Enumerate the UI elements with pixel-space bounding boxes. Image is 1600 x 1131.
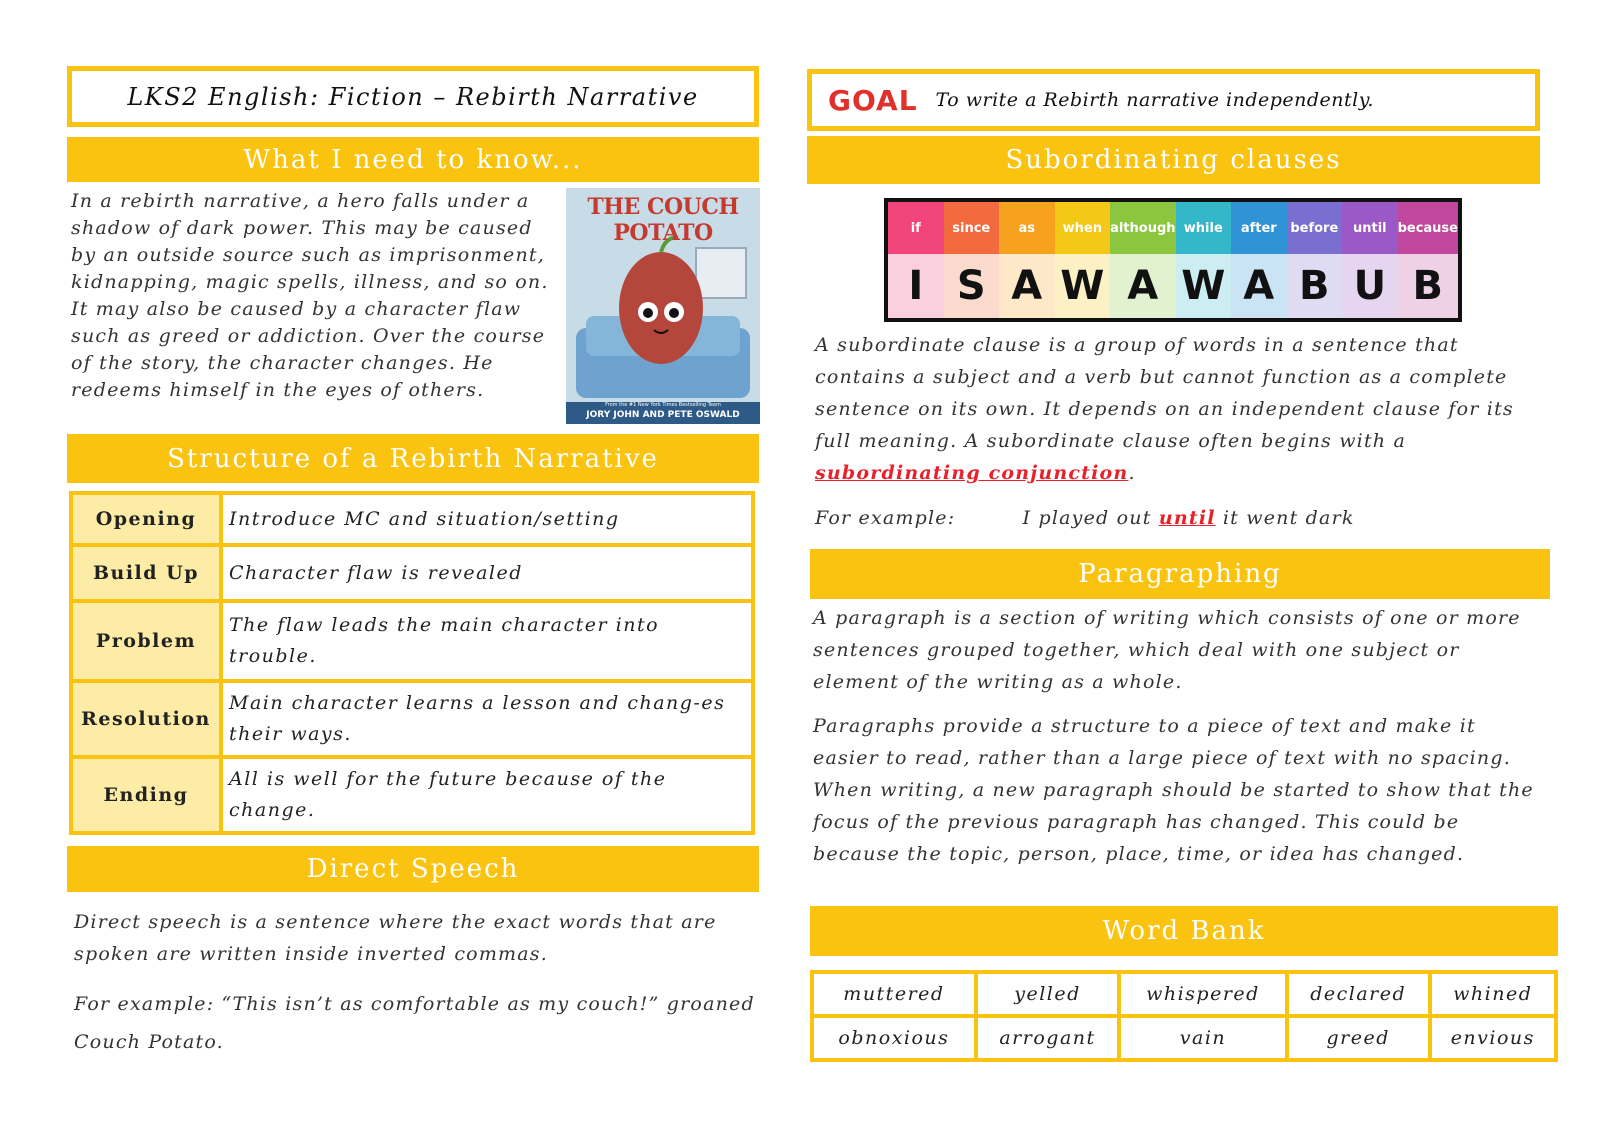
conjunction-letter: A bbox=[999, 254, 1055, 318]
conjunction-word: as bbox=[999, 202, 1055, 254]
conjunction-cell bbox=[888, 202, 944, 318]
speech-paragraph: Direct speech is a sentence where the exact words that are spoken are written inside inverted commas. bbox=[74, 911, 717, 965]
conjunction-cell bbox=[1398, 202, 1458, 318]
conjunction-letter: U bbox=[1342, 254, 1398, 318]
book-authors: JORY JOHN AND PETE OSWALD bbox=[586, 410, 740, 420]
subordinating-example-link: until bbox=[1158, 507, 1216, 529]
table-row bbox=[812, 972, 1556, 1016]
table-row bbox=[71, 757, 753, 833]
word-cell: muttered bbox=[812, 972, 976, 1016]
speech-example-quote: “This isn’t as comfortable as my couch!” bbox=[221, 993, 660, 1015]
structure-text: Character flaw is revealed bbox=[221, 545, 753, 601]
structure-text: Introduce MC and situation/setting bbox=[221, 493, 753, 545]
conjunction-letter: W bbox=[1176, 254, 1232, 318]
subordinating-example-post: it went dark bbox=[1222, 507, 1355, 529]
subordinating-text bbox=[815, 329, 1535, 489]
structure-text: The flaw leads the main character into trouble. bbox=[221, 601, 753, 681]
book-cover-image bbox=[566, 188, 760, 424]
table-row bbox=[71, 545, 753, 601]
subordinating-text-body: A subordinate clause is a group of words in a sentence that contains a subject and a verb but cannot function as a complete sentence on its own. It depends on an independent clause for its full meaning. A subordinate clause often begins with a bbox=[815, 334, 1514, 452]
word-cell: vain bbox=[1119, 1016, 1287, 1060]
structure-label: Problem bbox=[71, 601, 221, 681]
table-row bbox=[812, 1016, 1556, 1060]
speech-example-prefix: For example: bbox=[74, 993, 215, 1015]
word-cell: obnoxious bbox=[812, 1016, 976, 1060]
paragraphing-heading-label: Paragraphing bbox=[1078, 559, 1282, 589]
structure-label: Resolution bbox=[71, 681, 221, 757]
conjunction-word: while bbox=[1176, 202, 1232, 254]
goal-box bbox=[807, 69, 1540, 131]
wordbank-table bbox=[810, 970, 1558, 1062]
conjunction-cell bbox=[999, 202, 1055, 318]
conjunction-letter: A bbox=[1231, 254, 1287, 318]
speech-heading-label: Direct Speech bbox=[306, 854, 520, 884]
subordinating-example bbox=[815, 505, 1535, 532]
know-heading-label: What I need to know... bbox=[243, 144, 583, 175]
subordinating-paragraph: A subordinate clause is a group of words in a sentence that contains a subject and a verb but cannot function as a complete sentence on its own. It depends on an independent clause for its full meaning. A subordinate clause often begins with a subordinating conjunction. bbox=[815, 334, 1514, 484]
know-text bbox=[71, 188, 557, 433]
conjunction-word: before bbox=[1287, 202, 1343, 254]
paragraphing-paragraph-2: Paragraphs provide a structure to a piece of text and make it easier to read, rather than a large piece of text with no spacing. When writing, a new paragraph should be started to show that the focus of the previous paragraph has changed. This could be because the topic, person, place, time, or idea has changed. bbox=[813, 715, 1534, 865]
goal-text: To write a Rebirth narrative independently. bbox=[935, 89, 1374, 111]
speech-example bbox=[74, 985, 780, 1061]
paragraphing-heading bbox=[810, 549, 1550, 599]
structure-table bbox=[69, 491, 755, 835]
conjunction-word: although bbox=[1110, 202, 1175, 254]
word-cell: declared bbox=[1287, 972, 1430, 1016]
book-blurb: From the #1 New York Times Bestselling Team bbox=[605, 402, 721, 408]
structure-heading bbox=[67, 434, 759, 483]
structure-label: Ending bbox=[71, 757, 221, 833]
goal-logo: GOAL bbox=[828, 83, 918, 117]
structure-text: Main character learns a lesson and chang-es their ways. bbox=[221, 681, 753, 757]
subordinating-example-pre: I played out bbox=[1022, 507, 1152, 529]
subordinating-example-prefix: For example: bbox=[815, 507, 956, 529]
conjunction-cell bbox=[1342, 202, 1398, 318]
table-row bbox=[71, 601, 753, 681]
word-cell: greed bbox=[1287, 1016, 1430, 1060]
structure-heading-label: Structure of a Rebirth Narrative bbox=[167, 443, 659, 474]
know-heading bbox=[67, 137, 759, 182]
table-row bbox=[71, 493, 753, 545]
subordinating-heading bbox=[807, 136, 1540, 184]
word-cell: whined bbox=[1430, 972, 1556, 1016]
paragraphing-paragraph-1: A paragraph is a section of writing which consists of one or more sentences grouped together, which deal with one subject or element of the writing as a whole. bbox=[813, 607, 1521, 693]
conjunction-word: until bbox=[1342, 202, 1398, 254]
conjunction-strip bbox=[884, 198, 1462, 322]
conjunction-letter: B bbox=[1287, 254, 1343, 318]
subordinating-conjunction-link: subordinating conjunction bbox=[815, 462, 1129, 484]
page-title: LKS2 English: Fiction – Rebirth Narrative bbox=[127, 82, 699, 111]
conjunction-letter: S bbox=[944, 254, 1000, 318]
know-paragraph: In a rebirth narrative, a hero falls under a shadow of dark power. This may be caused by an outside source such as imprisonment, kidnapping, magic spells, illness, and so on. It may also be caused by a character flaw such as greed or addiction. Over the course of the story, the character changes. He redeems himself in the eyes of others. bbox=[71, 190, 549, 401]
conjunction-word: if bbox=[888, 202, 944, 254]
conjunction-cell bbox=[944, 202, 1000, 318]
conjunction-cell bbox=[1287, 202, 1343, 318]
page-title-box bbox=[67, 66, 759, 127]
structure-text: All is well for the future because of the change. bbox=[221, 757, 753, 833]
conjunction-cell bbox=[1055, 202, 1111, 318]
conjunction-letter: W bbox=[1055, 254, 1111, 318]
conjunction-letter: A bbox=[1110, 254, 1175, 318]
speech-example-suffix: groaned Couch Potato. bbox=[74, 993, 755, 1053]
conjunction-word: when bbox=[1055, 202, 1111, 254]
wordbank-heading bbox=[810, 906, 1558, 956]
conjunction-cell bbox=[1231, 202, 1287, 318]
speech-heading bbox=[67, 846, 759, 892]
conjunction-word: after bbox=[1231, 202, 1287, 254]
book-title: THE COUCH POTATO bbox=[587, 194, 739, 246]
word-cell: arrogant bbox=[976, 1016, 1119, 1060]
structure-label: Build Up bbox=[71, 545, 221, 601]
conjunction-letter: I bbox=[888, 254, 944, 318]
word-cell: envious bbox=[1430, 1016, 1556, 1060]
word-cell: yelled bbox=[976, 972, 1119, 1016]
conjunction-word: because bbox=[1398, 202, 1458, 254]
word-cell: whispered bbox=[1119, 972, 1287, 1016]
table-row bbox=[71, 681, 753, 757]
conjunction-letter: B bbox=[1398, 254, 1458, 318]
structure-label: Opening bbox=[71, 493, 221, 545]
conjunction-cell bbox=[1176, 202, 1232, 318]
subordinating-heading-label: Subordinating clauses bbox=[1005, 145, 1342, 175]
wordbank-heading-label: Word Bank bbox=[1102, 916, 1266, 946]
conjunction-word: since bbox=[944, 202, 1000, 254]
speech-text bbox=[74, 906, 780, 970]
conjunction-cell bbox=[1110, 202, 1175, 318]
paragraphing-text bbox=[813, 602, 1548, 870]
